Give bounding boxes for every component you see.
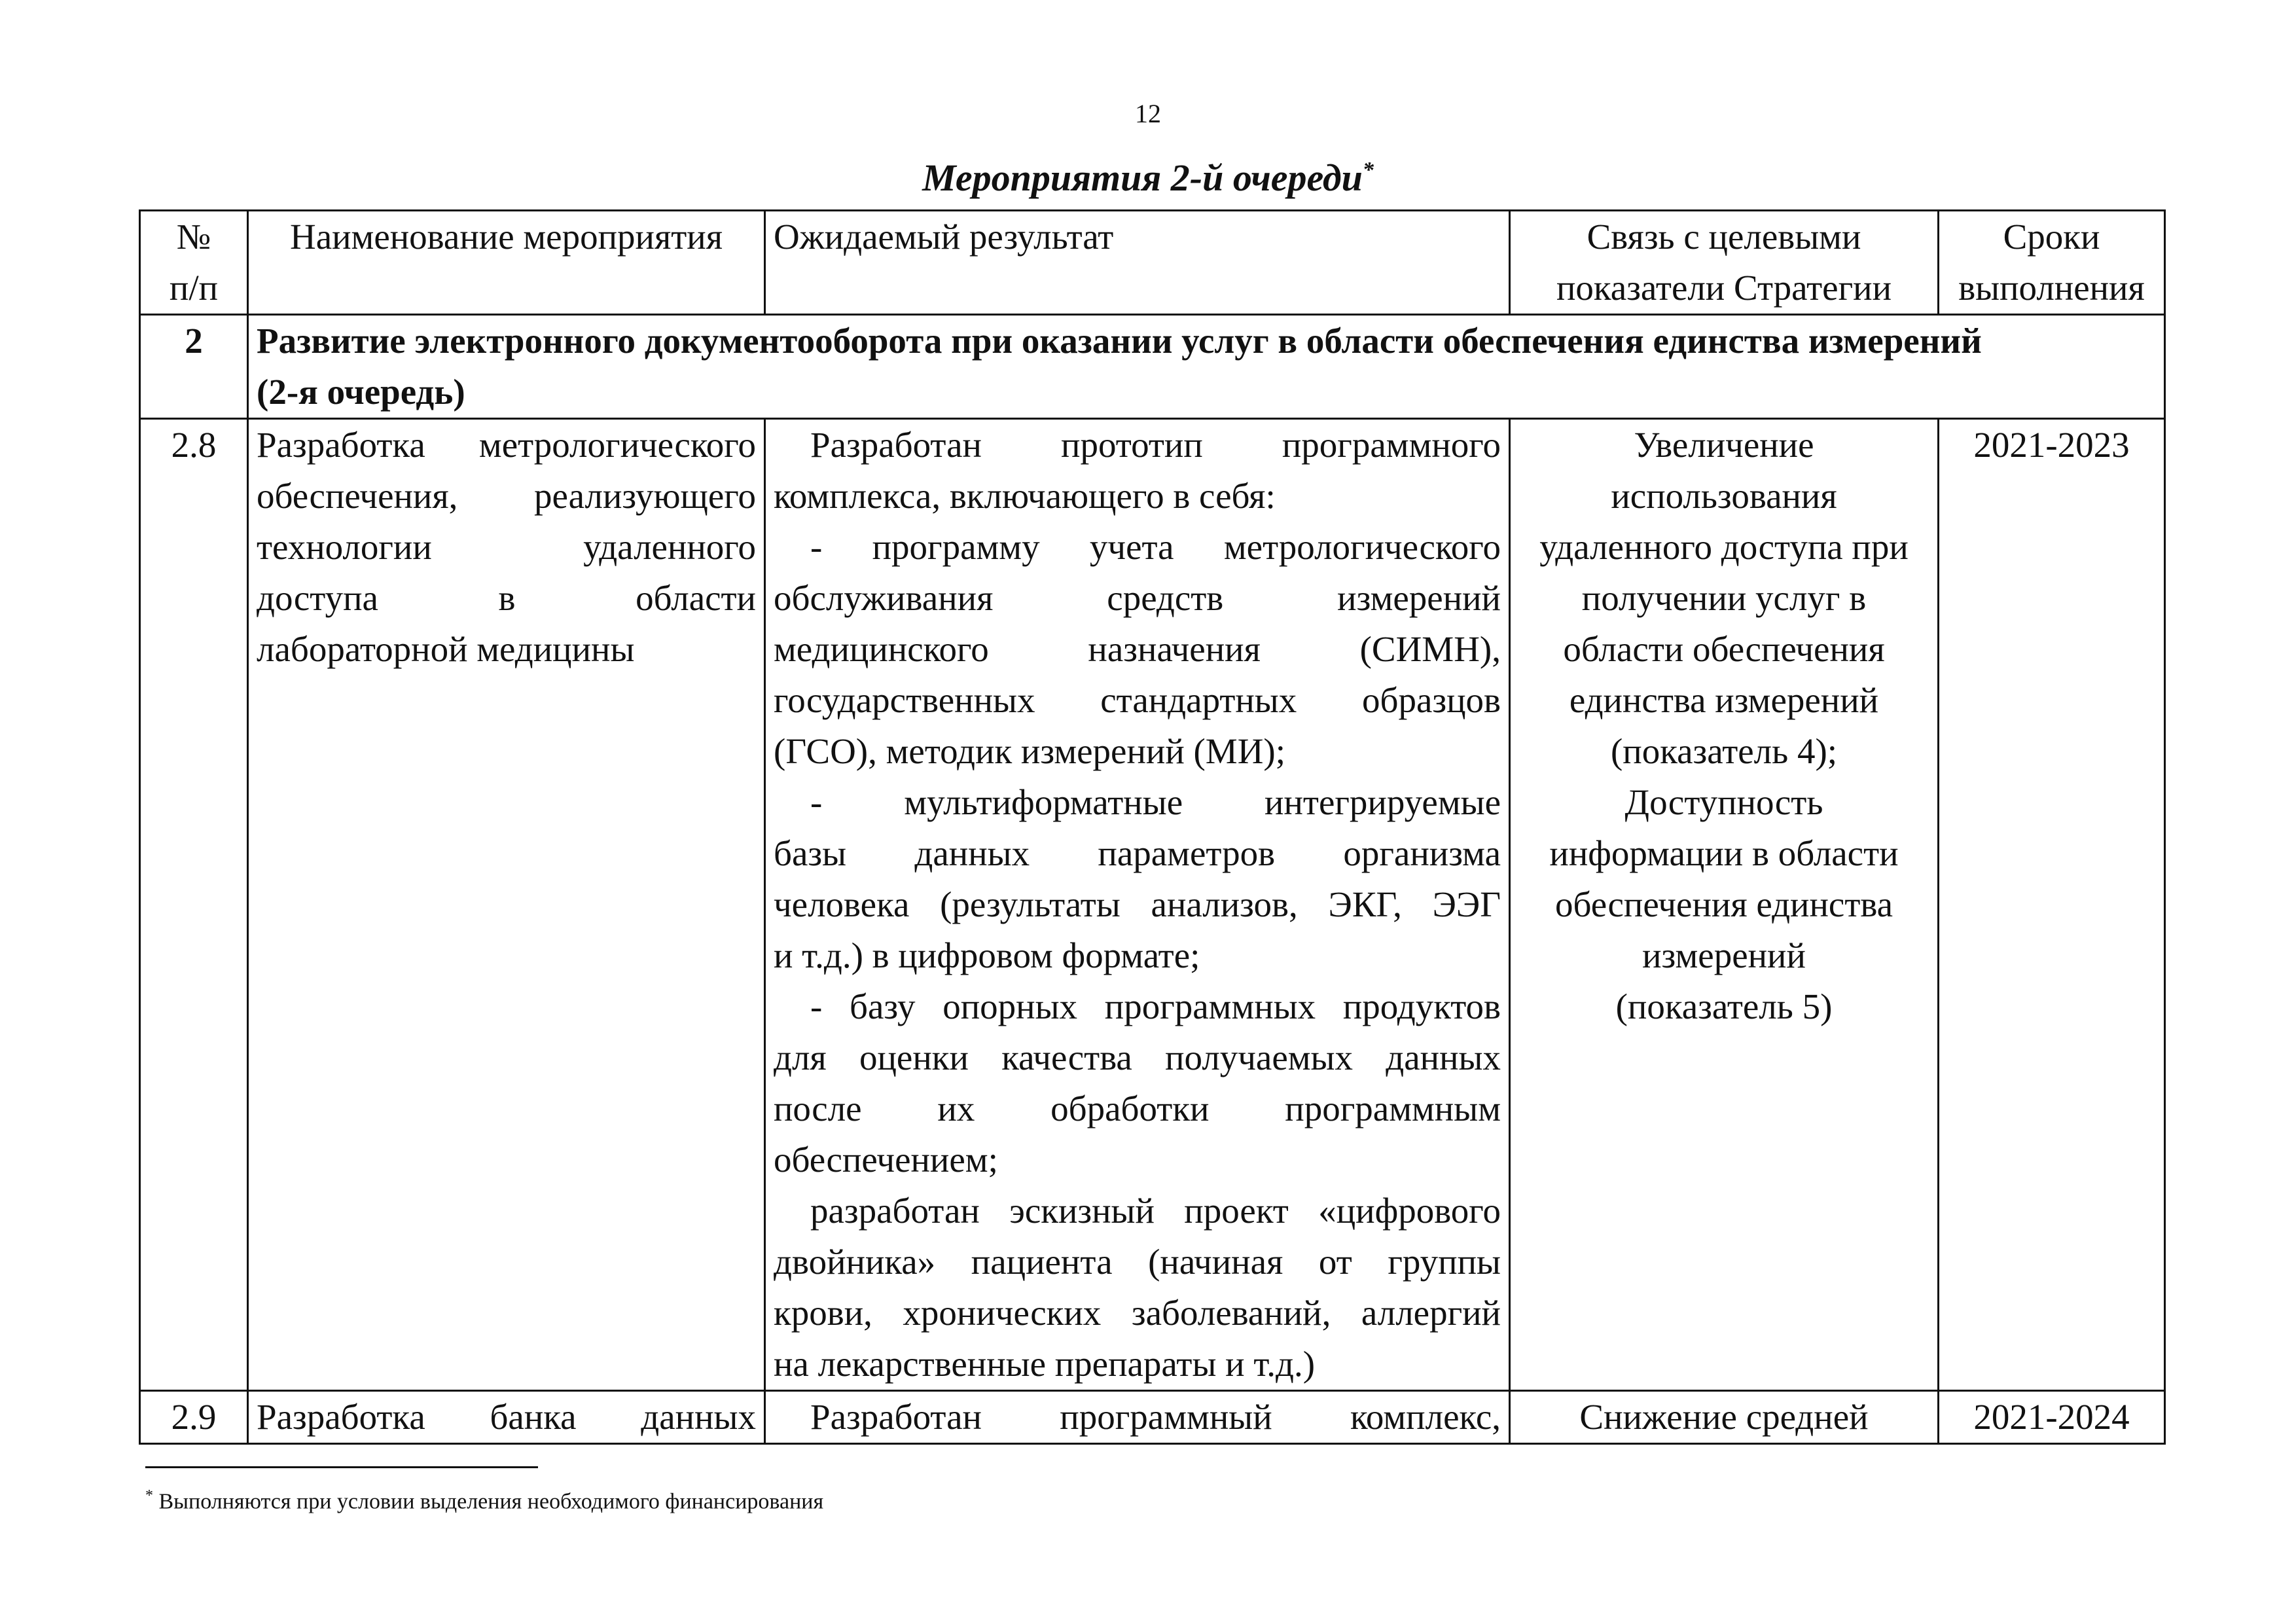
link-line: (показатель 4); <box>1610 731 1838 771</box>
section-title-line: (2-я очередь) <box>257 372 465 412</box>
result-line: крови, хронических заболеваний, аллергий <box>774 1293 1501 1333</box>
table-header-row <box>140 211 2165 315</box>
footnote-mark: * <box>145 1487 153 1504</box>
row-result <box>765 419 1510 1391</box>
header-num <box>140 211 248 315</box>
row-name <box>248 419 765 1391</box>
page-number: 12 <box>1135 99 1161 128</box>
link-line: Увеличение <box>1634 425 1814 465</box>
link-line: (показатель 5) <box>1615 986 1833 1026</box>
result-line: - мультиформатные интегрируемые <box>810 782 1501 822</box>
result-line: Разработан программный комплекс, <box>810 1397 1501 1437</box>
result-line: для оценки качества получаемых данных <box>774 1038 1501 1077</box>
result-line: медицинского назначения (СИМН), <box>774 629 1501 669</box>
link-line: области обеспечения <box>1563 629 1885 669</box>
result-line: после их обработки программным <box>774 1089 1501 1128</box>
section-row <box>140 315 2165 419</box>
row-result <box>765 1391 1510 1444</box>
row-link <box>1510 1391 1939 1444</box>
row-num: 2.8 <box>140 419 248 1391</box>
measures-table <box>139 209 2166 1445</box>
row-name <box>248 1391 765 1444</box>
name-line: обеспечения, реализующего <box>257 476 756 516</box>
link-line: обеспечения единства <box>1554 884 1893 924</box>
link-line: Снижение средней <box>1579 1397 1869 1437</box>
document-title <box>0 156 2296 200</box>
header-result-line: Ожидаемый результат <box>774 217 1114 257</box>
table-row <box>140 1391 2165 1444</box>
header-dates <box>1939 211 2165 315</box>
header-link-line: Связь с целевыми <box>1587 217 1861 257</box>
result-line: на лекарственные препараты и т.д.) <box>774 1344 1316 1384</box>
header-link-line: показатели Стратегии <box>1556 268 1892 308</box>
link-line: использования <box>1611 476 1837 516</box>
header-num-line: п/п <box>169 268 219 308</box>
link-line: Доступность <box>1624 782 1823 822</box>
result-line: комплекса, включающего в себя: <box>774 476 1276 516</box>
name-line: технологии удаленного <box>257 527 756 567</box>
header-link <box>1510 211 1939 315</box>
result-line: Разработан прототип программного <box>810 425 1501 465</box>
link-line: получении услуг в <box>1581 578 1867 618</box>
section-num: 2 <box>140 315 248 419</box>
name-line: Разработка метрологического <box>257 425 756 465</box>
link-line: измерений <box>1642 935 1806 975</box>
row-link <box>1510 419 1939 1391</box>
header-dates-line: Сроки <box>2003 217 2100 257</box>
result-line: - программу учета метрологического <box>810 527 1501 567</box>
row-num: 2.9 <box>140 1391 248 1444</box>
result-line: базы данных параметров организма <box>774 833 1501 873</box>
table-row <box>140 419 2165 1391</box>
name-line: лабораторной медицины <box>257 629 635 669</box>
row-dates: 2021-2023 <box>1939 419 2165 1391</box>
section-title-line: Развитие электронного документооборота при оказании услуг в области обеспечения единства измерений <box>257 321 1982 361</box>
result-line: человека (результаты анализов, ЭКГ, ЭЭГ <box>774 884 1501 924</box>
footnote-divider <box>145 1466 538 1468</box>
result-line: обеспечением; <box>774 1140 998 1180</box>
result-line: - базу опорных программных продуктов <box>810 986 1501 1026</box>
section-title <box>248 315 2165 419</box>
result-line: обслуживания средств измерений <box>774 578 1501 618</box>
footnote <box>145 1487 823 1514</box>
result-line: государственных стандартных образцов <box>774 680 1501 720</box>
footnote-text: Выполняются при условии выделения необходимого финансирования <box>158 1489 824 1514</box>
header-num-line: № <box>176 217 211 257</box>
link-line: удаленного доступа при <box>1539 527 1909 567</box>
header-dates-line: выполнения <box>1958 268 2145 308</box>
link-line: единства измерений <box>1569 680 1879 720</box>
result-line: и т.д.) в цифровом формате; <box>774 935 1200 975</box>
result-line: (ГСО), методик измерений (МИ); <box>774 731 1286 771</box>
header-result <box>765 211 1510 315</box>
result-line: двойника» пациента (начиная от группы <box>774 1242 1501 1282</box>
name-line: доступа в области <box>257 578 756 618</box>
title-footnote-mark: * <box>1362 158 1374 183</box>
link-line: информации в области <box>1549 833 1899 873</box>
name-line: Разработка банка данных <box>257 1397 756 1437</box>
document-title-text: Мероприятия 2-й очереди <box>922 156 1363 199</box>
header-name-line: Наименование мероприятия <box>289 217 723 257</box>
row-dates: 2021-2024 <box>1939 1391 2165 1444</box>
result-line: разработан эскизный проект «цифрового <box>810 1191 1501 1231</box>
header-name <box>248 211 765 315</box>
